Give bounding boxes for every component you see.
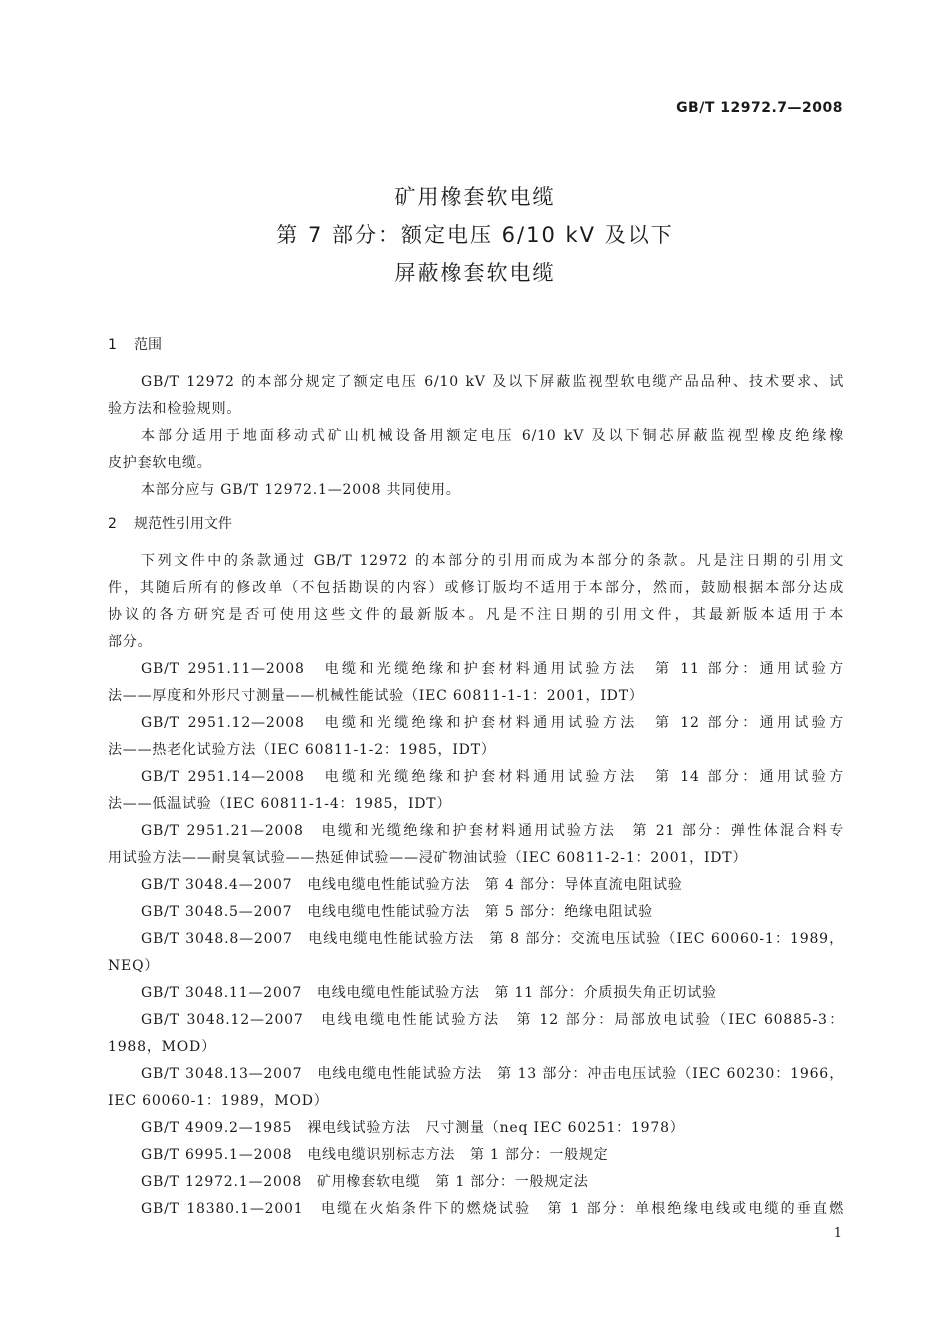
reference-line: GB/T 4909.2—1985 裸电线试验方法 尺寸测量（neq IEC 60251：1978） xyxy=(141,1120,685,1136)
reference-line: GB/T 2951.14—2008 电缆和光缆绝缘和护套材料通用试验方法 第 14 部分：通用试验方 xyxy=(141,769,844,785)
reference-line: GB/T 18380.1—2001 电缆在火焰条件下的燃烧试验 第 1 部分：单根绝缘电线或电缆的垂直燃 xyxy=(141,1201,844,1217)
reference-line: GB/T 3048.5—2007 电线电缆电性能试验方法 第 5 部分：绝缘电阻试验 xyxy=(141,904,653,920)
document-title xyxy=(0,178,950,292)
reference-line: 法——热老化试验方法（IEC 60811-1-2：1985，IDT） xyxy=(108,742,496,758)
reference-line: GB/T 12972.1—2008 矿用橡套软电缆 第 1 部分：一般规定法 xyxy=(141,1174,589,1190)
page-number: 1 xyxy=(833,1226,842,1241)
reference-line: GB/T 3048.8—2007 电线电缆电性能试验方法 第 8 部分：交流电压试验（IEC 60060-1：1989， xyxy=(141,931,844,947)
body-line: GB/T 12972 的本部分规定了额定电压 6/10 kV 及以下屏蔽监视型软电缆产品品种、技术要求、试 xyxy=(141,374,844,390)
reference-line: 法——厚度和外形尺寸测量——机械性能试验（IEC 60811-1-1：2001，IDT） xyxy=(108,688,644,704)
section-2-heading xyxy=(108,514,844,534)
title-line-1: 矿用橡套软电缆 xyxy=(394,185,556,209)
body-line: 部分。 xyxy=(108,634,153,650)
section-2-body xyxy=(108,548,844,1223)
body-line: 本部分应与 GB/T 12972.1—2008 共同使用。 xyxy=(141,482,461,498)
reference-line: GB/T 2951.11—2008 电缆和光缆绝缘和护套材料通用试验方法 第 11 部分：通用试验方 xyxy=(141,661,844,677)
body-line: 验方法和检验规则。 xyxy=(108,401,242,417)
section-title: 规范性引用文件 xyxy=(134,516,232,532)
reference-line: 用试验方法——耐臭氧试验——热延伸试验——浸矿物油试验（IEC 60811-2-1：2001，IDT） xyxy=(108,850,748,866)
title-line-3: 屏蔽橡套软电缆 xyxy=(394,261,556,285)
body-line: 皮护套软电缆。 xyxy=(108,455,212,471)
body-line: 件，其随后所有的修改单（不包括勘误的内容）或修订版均不适用于本部分，然而，鼓励根据本部分达成 xyxy=(108,580,844,596)
reference-line: NEQ） xyxy=(108,958,160,974)
reference-line: GB/T 3048.12—2007 电线电缆电性能试验方法 第 12 部分：局部放电试验（IEC 60885-3： xyxy=(141,1012,844,1028)
document-body xyxy=(108,331,844,1223)
section-title: 范围 xyxy=(134,337,162,353)
reference-line: GB/T 2951.21—2008 电缆和光缆绝缘和护套材料通用试验方法 第 21 部分：弹性体混合料专 xyxy=(141,823,844,839)
reference-line: GB/T 3048.13—2007 电线电缆电性能试验方法 第 13 部分：冲击电压试验（IEC 60230：1966， xyxy=(141,1066,844,1082)
section-number: 1 xyxy=(108,337,117,353)
reference-line: GB/T 6995.1—2008 电线电缆识别标志方法 第 1 部分：一般规定 xyxy=(141,1147,609,1163)
body-line: 协议的各方研究是否可使用这些文件的最新版本。凡是不注日期的引用文件，其最新版本适用于本 xyxy=(108,607,844,623)
reference-line: GB/T 3048.4—2007 电线电缆电性能试验方法 第 4 部分：导体直流电阻试验 xyxy=(141,877,683,893)
reference-line: 1988，MOD） xyxy=(108,1039,216,1055)
body-line: 本部分适用于地面移动式矿山机械设备用额定电压 6/10 kV 及以下铜芯屏蔽监视型橡皮绝缘橡 xyxy=(141,428,844,444)
section-1-heading xyxy=(108,335,844,355)
section-number: 2 xyxy=(108,516,117,532)
title-line-2: 第 7 部分：额定电压 6/10 kV 及以下 xyxy=(276,223,674,247)
section-1-body xyxy=(108,369,844,504)
reference-line: IEC 60060-1：1989，MOD） xyxy=(108,1093,329,1109)
reference-line: GB/T 3048.11—2007 电线电缆电性能试验方法 第 11 部分：介质损失角正切试验 xyxy=(141,985,717,1001)
reference-line: 法——低温试验（IEC 60811-1-4：1985，IDT） xyxy=(108,796,452,812)
standard-number: GB/T 12972.7—2008 xyxy=(676,100,843,116)
reference-line: GB/T 2951.12—2008 电缆和光缆绝缘和护套材料通用试验方法 第 12 部分：通用试验方 xyxy=(141,715,844,731)
body-line: 下列文件中的条款通过 GB/T 12972 的本部分的引用而成为本部分的条款。凡是注日期的引用文 xyxy=(141,553,844,569)
